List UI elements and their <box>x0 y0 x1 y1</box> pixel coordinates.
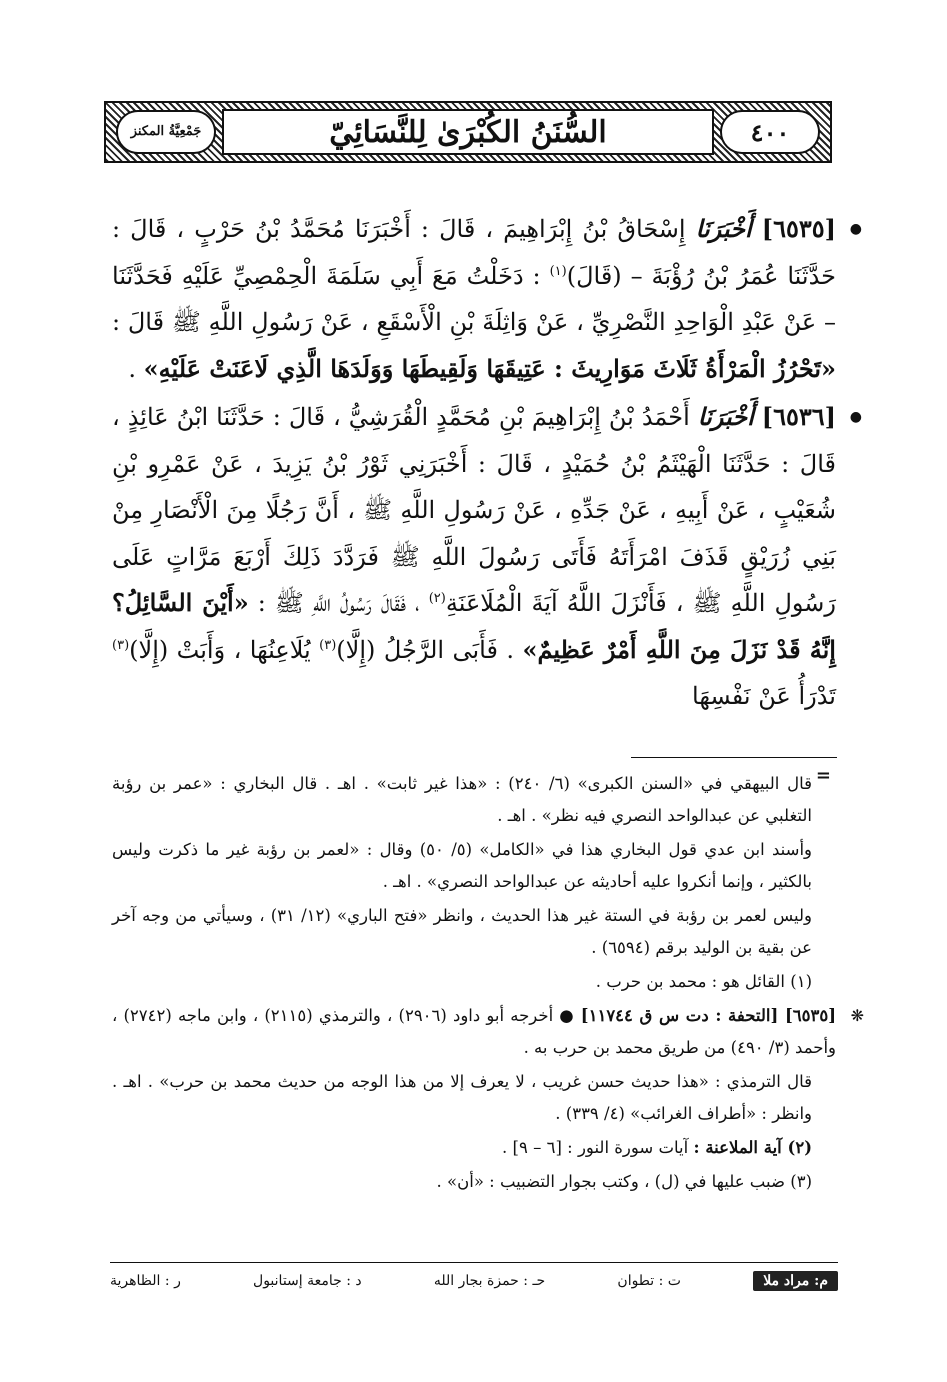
page-number: ٤٠٠ <box>750 117 790 147</box>
footnote-1: (١) القائل هو : محمد بن حرب . <box>595 972 812 991</box>
publisher-logo <box>116 110 216 154</box>
takhrij-label: [٦٥٣٥] [التحفة : دت س ق ١١٧٤٤] <box>580 1006 837 1025</box>
page-number-badge <box>720 110 820 154</box>
footnote-ref: (٣) <box>319 637 337 653</box>
hadith-verb: أَخْبَرَنَا <box>697 402 754 431</box>
book-title: السُّنَنُ الكُبْرَىٰ لِلنَّسَائِيّ <box>329 114 607 150</box>
hadith-text: إِسْحَاقُ بْنُ إِبْرَاهِيمَ ، قَالَ : أَخْبَرَنَا مُحَمَّدُ بْنُ حَرْبٍ ، قَالَ : حَدَّثَنَا عُمَرُ بْنُ رُؤْبَةَ – (قَالَ) <box>112 215 837 290</box>
note-paragraph: وليس لعمر بن رؤبة في الستة غير هذا الحديث ، وانظر «فتح الباري» (١٢/ ٣١) ، وسيأتي من وجه آخر عن بقية بن الوليد برقم (٦٥٩٤) . <box>112 906 812 957</box>
hadith-verb: أَخْبَرَنَا <box>695 214 752 243</box>
footer-rule <box>110 1262 838 1263</box>
footnote-3: (٣) ضبب عليها في (ل) ، وكتب بجوار التضبيب : «أن» . <box>436 1172 812 1191</box>
note-paragraph: وأسند ابن عدي قول البخاري هذا في «الكامل» (٥/ ٥٠) وقال : «لعمر بن رؤبة غير ما ذكرت وليس بالكثير ، وإنما أنكروا عليه أحاديثه عن عبدالواحد النصري» . اهـ . <box>112 840 812 891</box>
logo-text: جَمْعِيَّةُ المكنز <box>130 123 202 139</box>
siglum-r: ر : الظاهرية <box>110 1273 181 1289</box>
hadith-text: . فَأَبَى الرَّجُلُ (إِلَّا) <box>336 635 515 664</box>
page-header <box>104 101 832 163</box>
takhrij-6535 <box>112 1000 836 1064</box>
hadith-text: ، فَقَالَ رَسُولُ اللَّهِ ﷺ : <box>257 589 420 617</box>
hadith-number: [٦٥٣٦] <box>761 402 836 431</box>
continuation-mark: = <box>815 765 831 786</box>
note-paragraph: قال البيهقي في «السنن الكبرى» (٦/ ٢٤٠) : «هذا غير ثابت» . اهـ . قال البخاري : «عمر بن رؤبة التغلبي عن عبدالواحد النصري فيه نظر» . اهـ . <box>112 774 812 825</box>
siglum-t: ت : تطوان <box>617 1273 681 1289</box>
hadith-number: [٦٥٣٥] <box>761 214 837 243</box>
footnote-separator <box>631 757 837 758</box>
header-title-frame <box>222 109 714 155</box>
hadith-text: : دَخَلْتُ مَعَ أَبِي سَلَمَةَ الْحِمْصِيِّ عَلَيْهِ فَحَدَّثَنَا – عَنْ عَبْدِ الْوَاحِدِ النَّصْرِيِّ ، عَنْ وَاثِلَةَ بْنِ الْأَسْقَعِ ، عَنْ رَسُولِ اللَّهِ ﷺ قَالَ : <box>112 261 836 336</box>
footnote-2-label: (٢) آية الملاعنة : <box>693 1138 812 1157</box>
hadith-text: يُلَاعِنُهَا ، وَأَبَتْ (إِلَّا) <box>129 635 311 664</box>
siglum-h: حـ : حمزة بجار الله <box>433 1273 546 1289</box>
footnote-ref: (٢) <box>428 591 446 606</box>
footnote-ref: (١) <box>549 263 567 279</box>
hadith-quote: «تَحْرُزُ الْمَرْأَةُ ثَلَاثَ مَوَارِيثَ : عَتِيقَهَا وَلَقِيطَهَا وَوَلَدَهَا الَّذِي لَاعَنَتْ عَلَيْهِ» <box>143 353 836 383</box>
hadith-text: أَحْمَدُ بْنُ إِبْرَاهِيمَ بْنِ مُحَمَّدٍ الْقُرَشِيُّ ، قَالَ : حَدَّثَنَا ابْنُ عَائِذٍ ، قَالَ : حَدَّثَنَا الْهَيْثَمُ بْنُ حُمَيْدٍ ، قَالَ : أَخْبَرَنِي ثَوْرُ بْنُ يَزِيدَ ، عَنْ عَمْرِو بْنِ شُعَيْبٍ ، عَنْ أَبِيهِ ، عَنْ جَدِّهِ ، عَنْ رَسُولِ اللَّهِ ﷺ ، أَنَّ رَجُلًا مِنَ الْأَنْصَارِ مِنْ بَنِي زُرَيْقٍ قَذَفَ امْرَأَتَهُ فَأَتَى رَسُولَ اللَّهِ ﷺ فَرَدَّدَ ذَلِكَ أَرْبَعَ مَرَّاتٍ عَلَى رَسُولِ اللَّهِ ﷺ ، فَأَنْزَلَ اللَّهُ آيَةَ الْمُلَاعَنَةِ <box>112 403 837 617</box>
footnotes <box>112 768 836 1200</box>
hadith-end: . <box>128 354 136 383</box>
takhrij-text: ● أخرجه أبو داود (٢٩٠٦) ، والترمذي (٢١١٥) ، وابن ماجه (٢٧٤٢) ، وأحمد (٣/ ٤٩٠) من طريق محمد بن حرب به . <box>112 1006 836 1057</box>
hadith-6535 <box>112 206 836 392</box>
hadith-text: تَدْرَأُ عَنْ نَفْسِهَا <box>692 682 836 710</box>
siglum-m: م: مراد ملا <box>753 1271 838 1291</box>
note-paragraph: قال الترمذي : «هذا حديث حسن غريب ، لا يعرف إلا من هذا الوجه من حديث محمد بن حرب» . اهـ . وانظر : «أطراف الغرائب» (٤/ ٣٣٩) . <box>112 1072 812 1123</box>
siglum-d: د : جامعة إستانبول <box>253 1273 362 1289</box>
main-text <box>112 206 836 720</box>
hadith-6536 <box>112 394 836 720</box>
footnote-2-text: آيات سورة النور : [٦ – ٩] . <box>502 1138 689 1157</box>
footnote-ref: (٣) <box>112 637 130 653</box>
manuscript-sigla <box>110 1268 838 1294</box>
hadith-quote: «أَيْنَ السَّائِلُ؟ إِنَّهُ قَدْ نَزَلَ مِنَ اللَّهِ أَمْرٌ عَظِيمٌ» <box>112 588 836 664</box>
footnote-2 <box>112 1132 836 1164</box>
